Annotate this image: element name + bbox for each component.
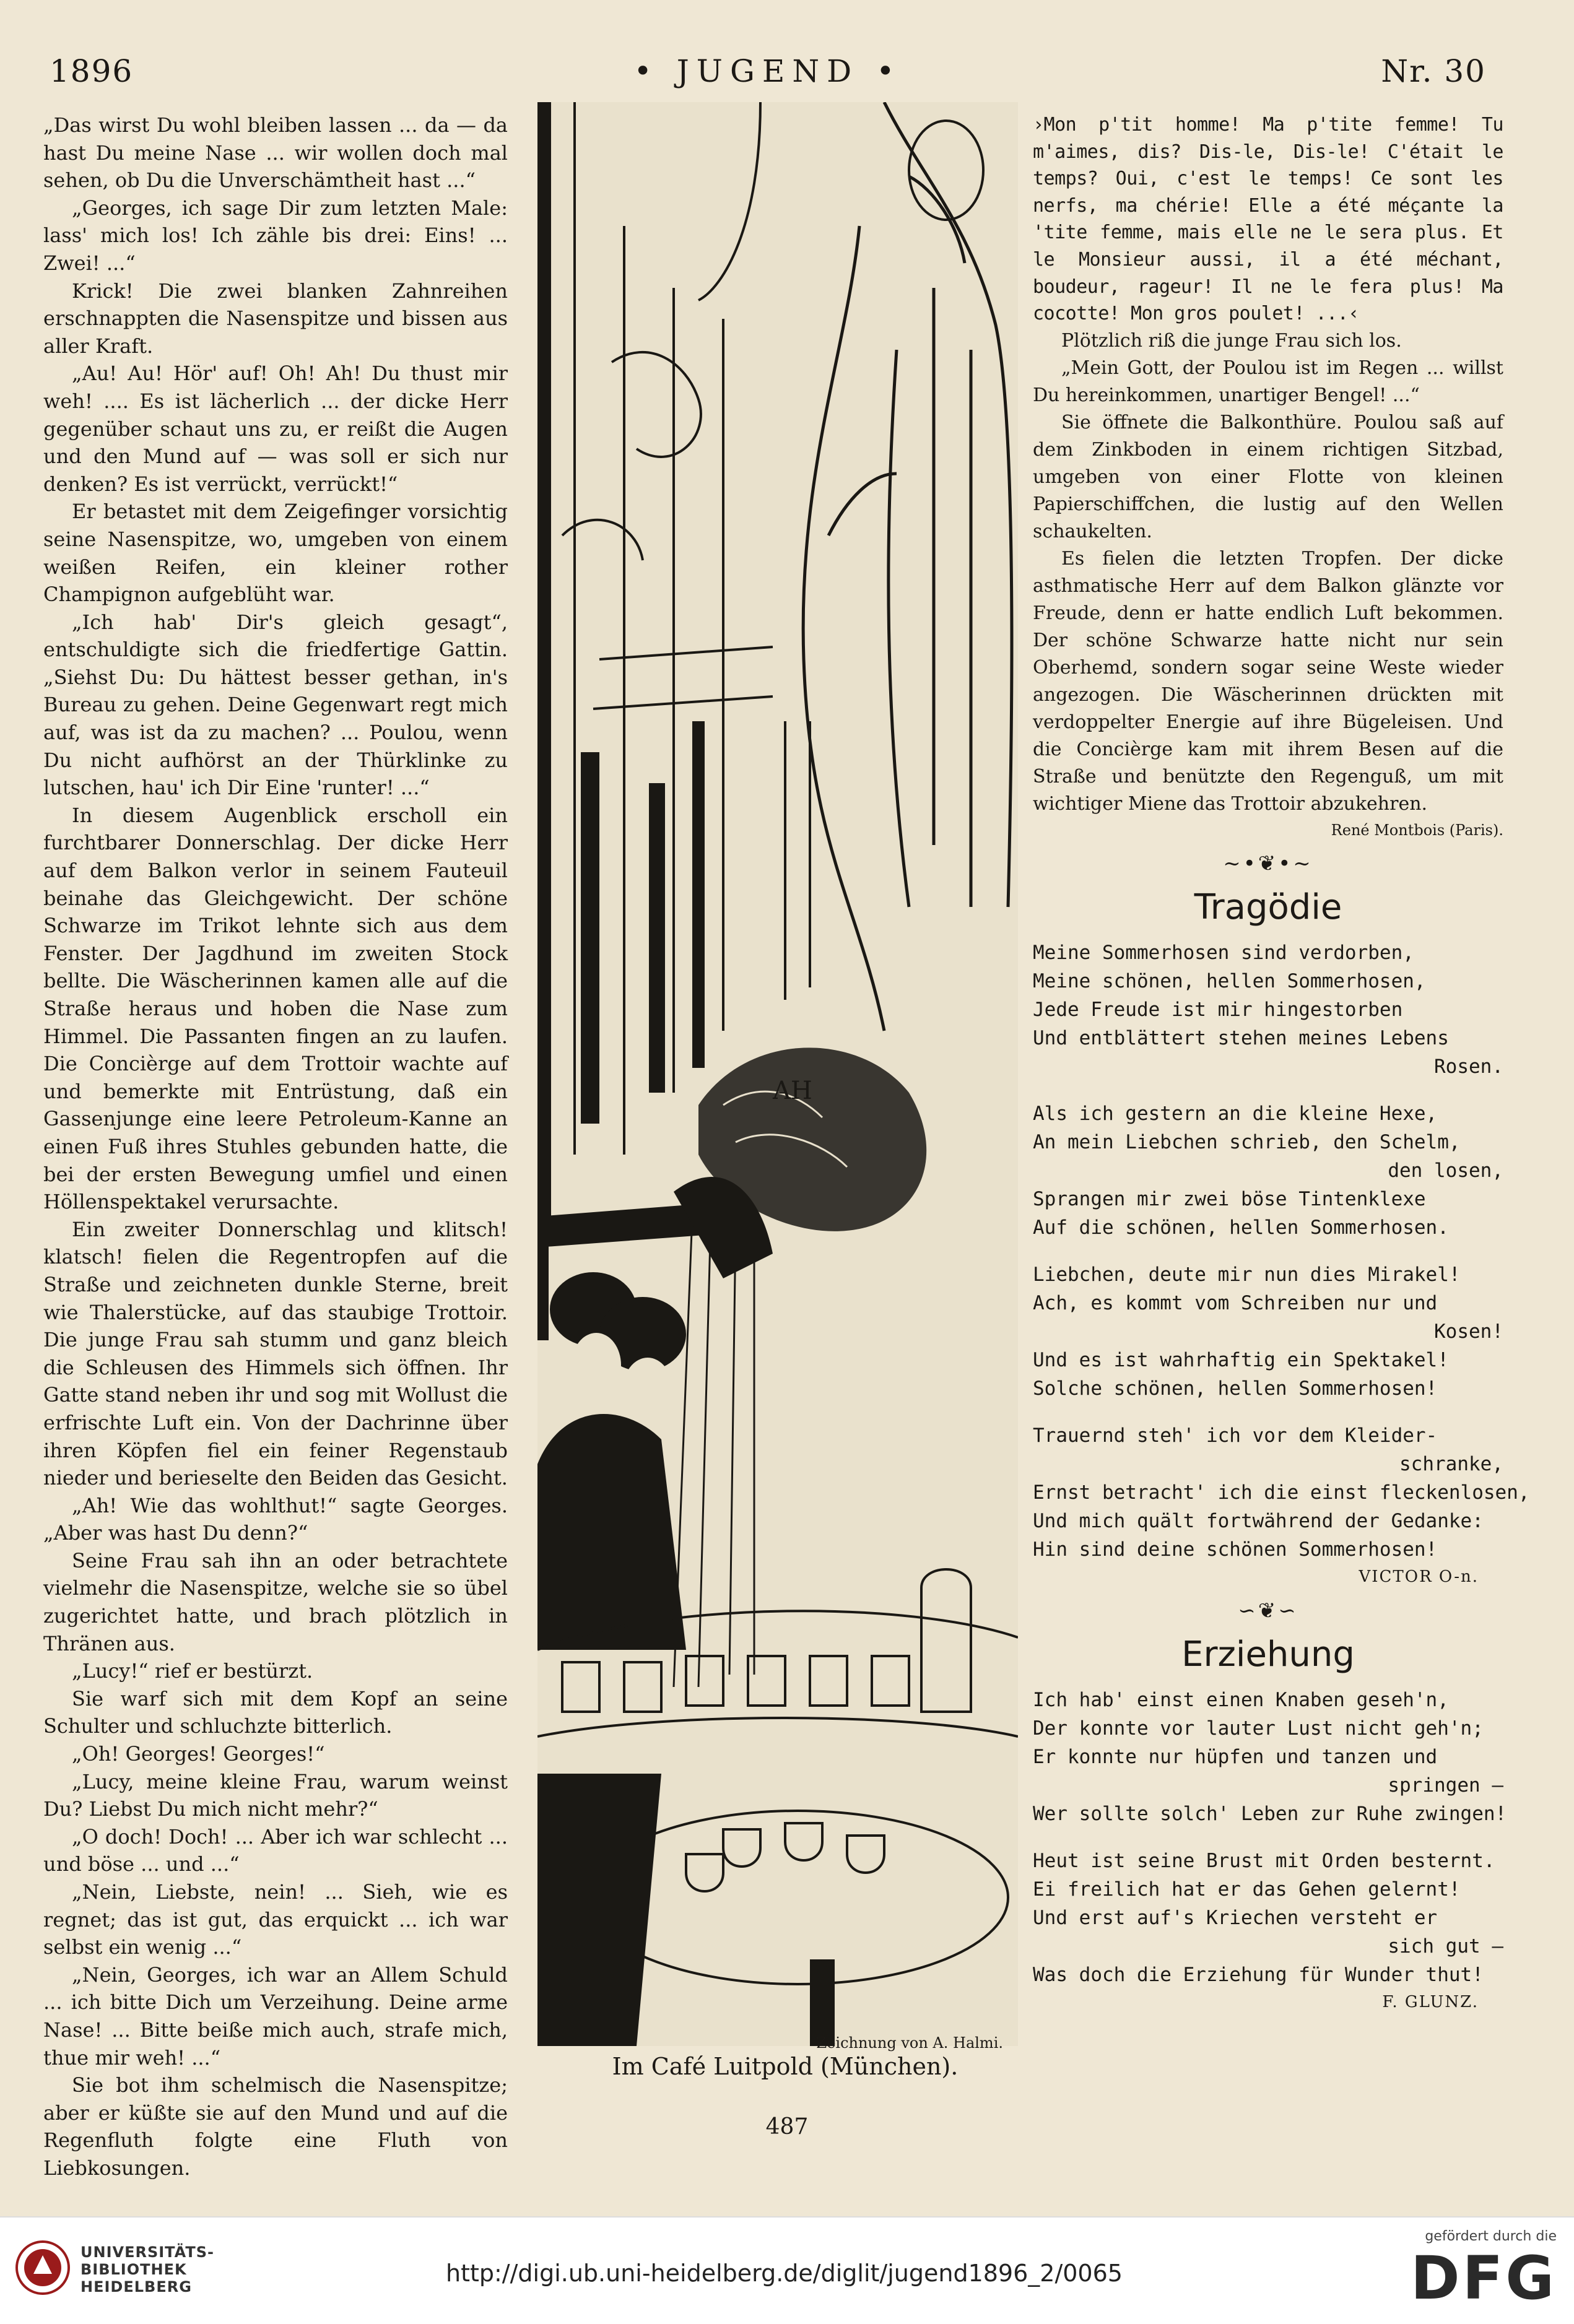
paragraph: „Mein Gott, der Poulou ist im Regen ... willst Du hereinkommen, unartiger Bengel! ...“ [1033, 357, 1503, 406]
stanza [1033, 1421, 1530, 1564]
stanza [1033, 1847, 1503, 1989]
poem-line: Kosen! [1434, 1320, 1503, 1343]
poem-line: Heut ist seine Brust mit Orden besternt. [1033, 1849, 1495, 1872]
dfg-logo-text: DFG [1410, 2244, 1557, 2313]
poem-line: Hin sind deine schönen Sommerhosen! [1033, 1538, 1438, 1561]
stanza-gap [1033, 1828, 1503, 1847]
poem-line: Trauernd steh' ich vor dem Kleider- [1033, 1424, 1438, 1447]
poem-author: VICTOR O-n. [1359, 1567, 1479, 1586]
library-name-line: UNIVERSITÄTS- [80, 2244, 215, 2261]
library-name-line: BIBLIOTHEK [80, 2261, 187, 2278]
poem-line: Ernst betracht' ich die einst fleckenlosen, [1033, 1481, 1530, 1504]
library-logo[interactable] [15, 2240, 213, 2302]
paragraph: „Nein, Georges, ich war an Allem Schuld ... ich bitte Dich um Verzeihung. Deine arme Nase! ... Bitte beiße mich auch, strafe mich, thue mir weh! ...“ [43, 1962, 508, 2070]
library-name [80, 2244, 214, 2296]
permalink-url[interactable]: http://digi.ub.uni-heidelberg.de/diglit/jugend1896_2/0065 [446, 2260, 1123, 2287]
right-text-column [1033, 111, 1530, 2011]
artist-monogram: AH [773, 1077, 812, 1105]
paragraph: „O doch! Doch! ... Aber ich war schlecht ... und böse ... und ...“ [43, 1824, 508, 1876]
poem-line: Ei freilich hat er das Gehen gelernt! [1033, 1878, 1461, 1901]
ornament-divider: ~•❦•~ [1223, 851, 1313, 876]
poem-line: Auf die schönen, hellen Sommerhosen. [1033, 1216, 1449, 1239]
poem-line: Und entblättert stehen meines Lebens [1033, 1026, 1449, 1049]
poem-line: Meine Sommerhosen sind verdorben, [1033, 941, 1414, 964]
library-name-line: HEIDELBERG [80, 2278, 192, 2296]
paragraph: Ein zweiter Donnerschlag und klitsch! klatsch! fielen die Regentropfen auf die Straße und zeichneten dunkle Sterne, breit wie Thalerstücke, auf das staubige Trottoir. Die junge Frau sah stumm und ganz bleich die Schleusen des Himmels sich öffnen. Ihr Gatte stand neben ihr und sog mit Wollust die erfrischte Luft ein. Von der Dachrinne über ihren Köpfen fiel ein feiner Regenstaub nieder und berieselte den Beiden das Gesicht. [43, 1217, 508, 1490]
paragraph: „Oh! Georges! Georges!“ [72, 1742, 325, 1766]
paragraph: „Das wirst Du wohl bleiben lassen ... da — da hast Du meine Nase ... wir wollen doch mal sehen, ob Du die Unverschämtheit hast ...“ [43, 113, 508, 193]
poem-line: springen — [1388, 1774, 1503, 1797]
poem-line: Liebchen, deute mir nun dies Mirakel! [1033, 1263, 1461, 1286]
ornament-divider: ∽❦∽ [1238, 1598, 1298, 1623]
poem-line: Rosen. [1434, 1055, 1503, 1078]
university-seal-icon [15, 2240, 71, 2296]
poem-line: sich gut — [1388, 1935, 1503, 1958]
paragraph: Seine Frau sah ihn an oder betrachtete vielmehr die Nasenspitze, welche sie so übel zugerichtet hatte, und brach plötzlich in Thränen aus. [43, 1548, 508, 1655]
poem-line: Der konnte vor lauter Lust nicht geh'n; [1033, 1717, 1484, 1740]
poem-line: schranke, [1399, 1452, 1503, 1475]
poem-tragoedie [1033, 939, 1530, 1564]
paragraph: Plötzlich riß die junge Frau sich los. [1061, 329, 1402, 352]
header-title: • JUGEND • [633, 53, 902, 89]
poem-title-tragoedie: Tragödie [1194, 887, 1342, 927]
paragraph: In diesem Augenblick erscholl ein furchtbarer Donnerschlag. Der dicke Herr auf dem Balkon verlor in seinem Fauteuil beinahe das Gleichgewicht. Der schöne Schwarze im Trikot lehnte sich aus dem Fenster. Der Jagdhund im zweiten Stock bellte. Die Wäscherinnen kamen alle auf die Straße heraus und hoben die Nase zum Himmel. Die Passanten fingen an zu laufen. Die Concièrge auf dem Trottoir wachte auf und bemerkte mit Entrüstung, daß ein Gassenjunge eine leere Petroleum-Kanne an einen Fuß ihres Stuhles gebunden hatte, die bei der ersten Bewegung umfiel und einen Höllenspektakel verursachte. [43, 803, 508, 1214]
left-text-column [43, 111, 508, 2182]
paragraph: „Ah! Wie das wohlthut!“ sagte Georges. „Aber was hast Du denn?“ [43, 1493, 508, 1545]
poem-line: Und es ist wahrhaftig ein Spektakel! [1033, 1348, 1449, 1371]
illustration-caption: Im Café Luitpold (München). [612, 2053, 959, 2080]
paragraph: Er betastet mit dem Zeigefinger vorsichtig seine Nasenspitze, wo, umgeben von einem weißen Reifen, ein kleiner rother Champignon aufgeblüht war. [43, 500, 508, 607]
paragraph: Sie öffnete die Balkonthüre. Poulou saß auf dem Zinkboden in einem richtigen Sitzbad, umgeben von einer Flotte von kleinen Papierschiffchen, die lustig auf den Wellen schaukelten. [1033, 411, 1503, 542]
poem-erziehung [1033, 1686, 1507, 1989]
poem-line: Ich hab' einst einen Knaben geseh'n, [1033, 1688, 1449, 1711]
poem-line: Wer sollte solch' Leben zur Ruhe zwingen! [1033, 1802, 1507, 1825]
poem-line: Solche schönen, hellen Sommerhosen! [1033, 1377, 1438, 1400]
paragraph: „Au! Au! Hör' auf! Oh! Ah! Du thust mir weh! .... Es ist lächerlich ... der dicke Herr gegenüber schaut uns zu, er reißt die Augen und den Mund auf — was soll er sich nur denken? Es ist verrückt, verrückt!“ [43, 362, 508, 496]
stanza-gap [1033, 1081, 1503, 1099]
story-author: René Montbois (Paris). [1331, 821, 1503, 839]
paragraph: Sie bot ihm schelmisch die Nasenspitze; aber er küßte sie auf den Mund und auf die Regenfluth folgte eine Fluth von Liebkosungen. [43, 2073, 508, 2180]
poem-line: Er konnte nur hüpfen und tanzen und [1033, 1745, 1438, 1768]
stanza [1033, 1686, 1507, 1828]
poem-line: Und mich quält fortwährend der Gedanke: [1033, 1509, 1484, 1532]
sponsor-text: gefördert durch die [1425, 2229, 1557, 2244]
poem-line: An mein Liebchen schrieb, den Schelm, [1033, 1130, 1461, 1153]
footer-bar [0, 2216, 1574, 2324]
stanza [1033, 1260, 1503, 1403]
paragraph: „Georges, ich sage Dir zum letzten Male: lass' mich los! Ich zähle bis drei: Eins! ... Zwei! ...“ [43, 196, 508, 275]
illustration-credit: Zeichnung von A. Halmi. [816, 2034, 1003, 2052]
paragraph: „Lucy, meine kleine Frau, warum weinst Du? Liebst Du mich nicht mehr?“ [43, 1769, 508, 1821]
paragraph: „Nein, Liebste, nein! ... Sieh, wie es regnet; das ist gut, das erquickt ... ich war selbst ein wenig ...“ [43, 1880, 508, 1959]
poem-line: Und erst auf's Kriechen versteht er [1033, 1906, 1438, 1929]
poem-author: F. GLUNZ. [1382, 1992, 1479, 2011]
ink-drawing [537, 102, 1018, 2046]
paragraph: „Lucy!“ rief er bestürzt. [72, 1659, 313, 1683]
stanza [1033, 939, 1503, 1081]
page-header [50, 50, 1486, 99]
poem-line: Sprangen mir zwei böse Tintenklexe [1033, 1187, 1426, 1210]
page-number: 487 [765, 2114, 809, 2140]
dfg-logo[interactable] [1383, 2229, 1557, 2312]
paragraph: Sie warf sich mit dem Kopf an seine Schulter und schluchzte bitterlich. [43, 1686, 508, 1738]
stanza-gap [1033, 1242, 1503, 1260]
header-issue-number: Nr. 30 [1381, 53, 1486, 89]
paragraph: „Ich hab' Dir's gleich gesagt“, entschuldigte sich die friedfertige Gattin. „Siehst Du: Du hättest besser gethan, in's Bureau zu gehen. Deine Gegenwart regt mich auf, was ist da zu machen? ... Poulou, wenn Du nicht aufhörst an der Thürklinke zu lutschen, hau' ich Dir Eine 'runter! ...“ [43, 610, 508, 800]
poem-title-erziehung: Erziehung [1181, 1634, 1355, 1675]
cafe-illustration [537, 102, 1018, 2046]
poem-line: Ach, es kommt vom Schreiben nur und [1033, 1291, 1438, 1314]
poem-line: Meine schönen, hellen Sommerhosen, [1033, 969, 1426, 992]
paragraph: Es fielen die letzten Tropfen. Der dicke asthmatische Herr auf dem Balkon glänzte vor Freude, denn er hatte endlich Luft bekommen. Der schöne Schwarze hatte nicht nur sein Oberhemd, sondern sogar seine Weste wieder angezogen. Die Wäscherinnen drückten mit verdoppelter Energie auf ihre Bügeleisen. Und die Concièrge kam mit ihrem Besen auf die Straße und benützte den Regenguß, um mit wichtiger Miene das Trottoir abzukehren. [1033, 547, 1503, 815]
french-paragraph: ›Mon p'tit homme! Ma p'tite femme! Tu m'aimes, dis? Dis-le, Dis-le! C'était le temps? Oui, c'est le temps! Ce sont les nerfs, ma chérie! Elle a été méçante la 'tite femme, mais elle ne le sera plus. Et le Monsieur aussi, il a été méchant, boudeur, rageur! Il ne le fera plus! Ma cocotte! Mon gros poulet! ...‹ [1033, 114, 1503, 325]
stanza-gap [1033, 1403, 1503, 1421]
paragraph: Krick! Die zwei blanken Zahnreihen erschnappten die Nasenspitze und bissen aus aller Kraft. [43, 279, 508, 358]
header-year: 1896 [50, 53, 134, 89]
poem-line: Jede Freude ist mir hingestorben [1033, 998, 1403, 1021]
poem-line: Was doch die Erziehung für Wunder thut! [1033, 1963, 1484, 1986]
poem-line: den losen, [1388, 1159, 1503, 1182]
stanza [1033, 1099, 1503, 1242]
poem-line: Als ich gestern an die kleine Hexe, [1033, 1102, 1438, 1125]
